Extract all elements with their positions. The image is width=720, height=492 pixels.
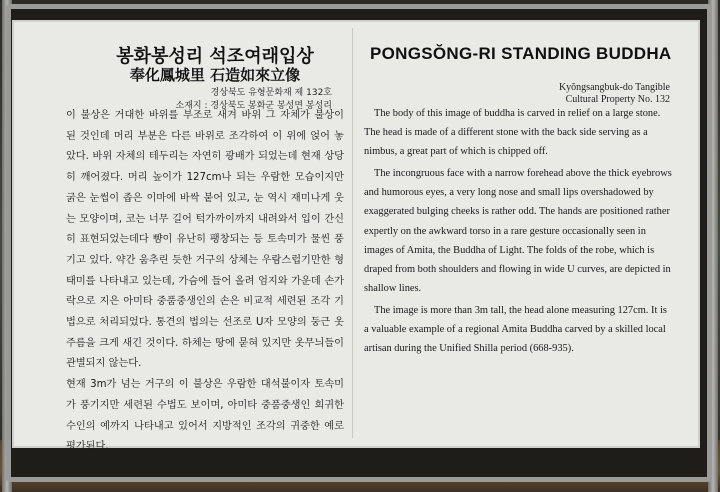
english-title: PONGSŎNG-RI STANDING BUDDHA <box>370 44 672 63</box>
korean-paragraph-2: 현재 3m가 넘는 거구의 이 불상은 우람한 대석불이자 토속미가 풍기지만 세련된 수법도 보이며, 아미타 중품중생인 희귀한 수인의 예까지 나타내고 있어서 지방적인 조각의 귀중한 예로 평가된다. <box>66 379 344 453</box>
korean-description <box>66 106 344 458</box>
hanja-title: 奉化鳳城里 石造如來立像 <box>129 66 301 84</box>
english-paragraph-2: The incongruous face with a narrow forehead above the thick eyebrows and humorous eyes, a very long nose and small lips overshadowed by exaggerated bulging cheeks is rather odd. The hands are positioned rather expertly on the awkward torso in a rare gesture occasionally seen in images of Amita, the Buddha of Light. The folds of the robe, which is draped from both shoulders and flowing in wide U curves, are depicted in shallow lines. <box>364 168 672 294</box>
english-description <box>364 104 672 361</box>
english-metadata <box>470 82 670 106</box>
korean-paragraph-1: 이 불상은 거대한 바위를 부조로 새겨 바위 그 자체가 불상이 된 것인데 머리 부분은 다른 바위로 조각하여 이 위에 얹어 놓았다. 바위 자체의 테두리는 자연히 광배가 되었는데 현재 상당히 깨어졌다. 머리 높이가 127cm나 되는 우람한 모습이지만 굵은 눈썹이 좁은 이마에 바싹 붙어 있고, 눈 역시 재미나게 웃는 모양이며, 코는 너무 길어 턱가까이까지 내려와서 입이 간신히 표현되었는데다 뺨이 유난히 팽창되는 등 토속미가 물씬 풍기고 있다. 약간 움추린 듯한 거구의 상체는 우람스럽기만한 형태미를 나타내고 있는데, 가슴에 들어 올려 엄지와 가운데 손가락으로 지은 아미타 중품중생인의 손은 비교적 세련된 조각 기법으로 처리되었다. 통견의 법의는 선조로 U자 모양의 둥근 옷주름을 크게 새긴 것이다. 하체는 땅에 묻혀 있지만 옷무늬들이 관별되지 않는다. <box>66 110 344 370</box>
english-designation-line-2: Cultural Property No. 132 <box>565 94 670 105</box>
korean-location: 소재지 : 경상북도 봉화군 봉성면 봉성리 <box>175 101 332 111</box>
english-paragraph-1: The body of this image of buddha is carved in relief on a large stone. The head is made of a different stone with the back side serving as a nimbus, a great part of which is chipped off. <box>364 108 661 158</box>
english-paragraph-3: The image is more than 3m tall, the head alone measuring 127cm. It is a valuable example of a regional Amita Buddha carved by a skilled local artisan during the Unified Shilla period (668-935). <box>364 304 667 355</box>
korean-designation: 경상북도 유형문화재 제 132호 <box>210 88 332 98</box>
column-divider <box>352 28 353 438</box>
korean-title: 봉화봉성리 석조여래입상 <box>116 46 314 67</box>
english-designation-line-1: Kyŏngsangbuk-do Tangible <box>558 82 670 93</box>
